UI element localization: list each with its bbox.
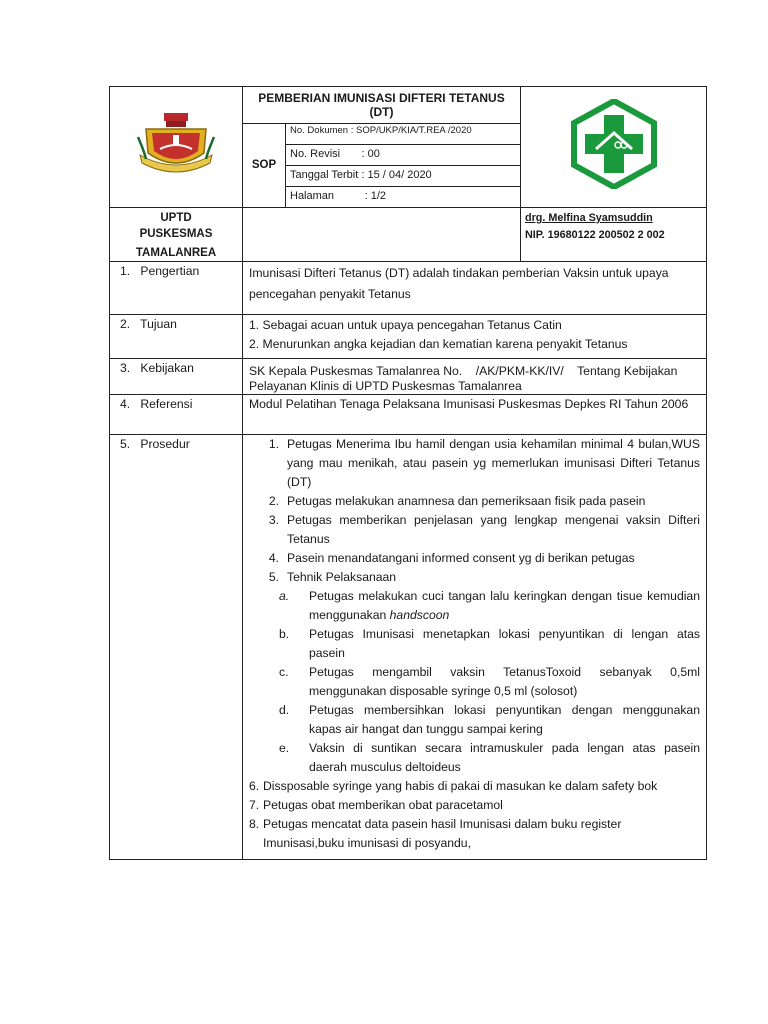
unit-line-2: PUSKESMAS — [139, 228, 213, 240]
procedure-tail-steps — [249, 777, 700, 853]
right-logo-cell — [521, 87, 707, 208]
kebijakan-label: 3. Kebijakan — [110, 359, 243, 395]
document-title: PEMBERIAN IMUNISASI DIFTERI TETANUS (DT) — [243, 87, 521, 124]
unit-name — [110, 208, 243, 262]
technique-substeps — [249, 587, 700, 777]
procedure-step: 4. Pasein menandatangani informed consent yg di berikan petugas — [268, 551, 635, 565]
procedure-step: 8. Petugas mencatat data pasein hasil Imunisasi dalam buku register Imunisasi,buku imunisasi di posyandu, — [249, 817, 622, 850]
procedure-step: 3. Petugas memberikan penjelasan yang lengkap mengenai vaksin Difteri Tetanus — [268, 513, 700, 546]
procedure-step: 6. Dissposable syringe yang habis di pakai di masukan ke dalam safety bok — [249, 779, 658, 793]
sop-table — [109, 86, 707, 860]
doc-number: No. Dokumen : SOP/UKP/KIA/T.REA /2020 — [286, 124, 521, 145]
prosedur-content — [243, 435, 707, 860]
technique-step: b. Petugas Imunisasi menetapkan lokasi penyuntikan di lengan atas pasein — [279, 627, 700, 660]
signature-block — [521, 208, 707, 262]
page-number: Halaman : 1/2 — [286, 187, 521, 208]
pengertian-label: 1. Pengertian — [110, 262, 243, 315]
pengertian-text: Imunisasi Difteri Tetanus (DT) adalah tindakan pemberian Vaksin untuk upaya pencegahan penyakit Tetanus — [243, 262, 707, 315]
revision-number: No. Revisi : 00 — [286, 145, 521, 166]
tujuan-label: 2. Tujuan — [110, 315, 243, 359]
list-item: 1. Sebagai acuan untuk upaya pencegahan Tetanus Catin — [249, 318, 562, 332]
sop-label: SOP — [243, 124, 286, 208]
referensi-text: Modul Pelatihan Tenaga Pelaksana Imunisasi Puskesmas Depkes RI Tahun 2006 — [243, 395, 707, 435]
left-logo-cell — [110, 87, 243, 208]
signer-nip: NIP. 19680122 200502 2 002 — [525, 229, 665, 241]
unit-line-3: TAMALANREA — [135, 247, 217, 259]
procedure-steps — [249, 435, 700, 587]
procedure-step: 2. Petugas melakukan anamnesa dan pemeriksaan fisik pada pasein — [268, 494, 646, 508]
tujuan-list — [243, 315, 707, 359]
kebijakan-text: SK Kepala Puskesmas Tamalanrea No. /AK/PKM-KK/IV/ Tentang Kebijakan Pelayanan Klinis di UPTD Puskesmas Tamalanrea — [243, 359, 707, 395]
referensi-label: 4. Referensi — [110, 395, 243, 435]
regional-emblem-icon — [136, 111, 216, 177]
list-item: 2. Menurunkan angka kejadian dan kematian karena penyakit Tetanus — [249, 337, 628, 351]
prosedur-label: 5. Prosedur — [110, 435, 243, 860]
procedure-step: 1. Petugas Menerima Ibu hamil dengan usia kehamilan minimal 4 bulan,WUS yang mau menikah, atau pasein yg memerlukan imunisasi Difteri Tetanus (DT) — [268, 437, 700, 489]
technique-step: c. Petugas mengambil vaksin TetanusToxoid sebanyak 0,5ml menggunakan disposable syringe 0,5 ml (solosot) — [279, 665, 700, 698]
procedure-step: 5. Tehnik Pelaksanaan — [268, 570, 397, 584]
signer-name: drg. Melfina Syamsuddin — [525, 212, 653, 224]
technique-step: e. Vaksin di suntikan secara intramuskuler pada lengan atas pasein daerah musculus deltoideus — [279, 741, 700, 774]
empty-cell — [243, 208, 521, 262]
sop-document — [109, 86, 706, 860]
technique-step: d. Petugas membersihkan lokasi penyuntikan dengan menggunakan kapas air hangat dan tunggu sampai kering — [279, 703, 700, 736]
unit-line-1: UPTD — [160, 212, 192, 224]
issue-date: Tanggal Terbit : 15 / 04/ 2020 — [286, 166, 521, 187]
puskesmas-cross-logo-icon — [566, 99, 662, 189]
technique-step: a. Petugas melakukan cuci tangan lalu keringkan dengan tisue kemudian menggunakan handscoon — [279, 589, 700, 622]
procedure-step: 7. Petugas obat memberikan obat paracetamol — [249, 798, 503, 812]
